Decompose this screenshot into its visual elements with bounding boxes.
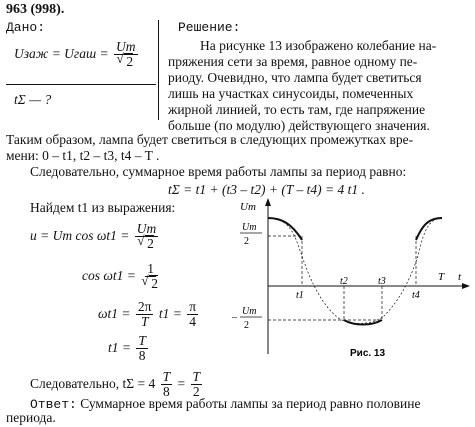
T-label: T: [438, 271, 445, 283]
eq1-fraction: [135, 222, 159, 251]
solution-line-0: На рисунке 13 изображено колебание на-: [200, 38, 437, 53]
given-equation: [14, 40, 140, 69]
find-t1: Найдем t1 из выражения:: [30, 200, 176, 215]
eq4-den: 8: [138, 348, 146, 364]
level-label-num: Um: [242, 222, 257, 233]
solution-header: Решение:: [178, 20, 241, 35]
bold-segment-t2-t3: [344, 320, 382, 325]
figure-13: [232, 196, 472, 364]
given-divider: [6, 84, 156, 85]
equation-2: [82, 262, 162, 291]
neg-level-label-num: Um: [242, 306, 257, 317]
conclusion-den1: 8: [163, 384, 170, 400]
eq3-den1: T: [140, 314, 149, 330]
eq1-lhs: u = Um cos ωt1 =: [30, 227, 130, 243]
answer-label: Ответ:: [30, 397, 77, 412]
eq3-num1: 2π: [137, 299, 152, 314]
eq3-lhs: ωt1 =: [98, 305, 131, 321]
eq2-fraction: [141, 262, 160, 291]
given-fraction: [114, 40, 138, 69]
eq3-mid: t1 =: [158, 305, 182, 321]
eq2-den: √ 2: [149, 275, 158, 291]
period-formula: tΣ = t1 + (t3 – t2) + (T – t4) = 4 t1 .: [168, 182, 365, 197]
conclusion-den2: 2: [192, 384, 200, 400]
given-header: Дано:: [6, 20, 46, 35]
solution-line-3: лишь на участках синусоиды, помеченных: [168, 86, 414, 101]
conclusion: [30, 370, 204, 399]
conclusion-num1: T: [162, 369, 171, 384]
t-axis-label: t: [458, 271, 462, 283]
conclusion-eq: =: [177, 375, 186, 391]
t3-label: t3: [378, 276, 386, 287]
problem-number: 963 (998).: [6, 2, 65, 17]
given-find: tΣ — ?: [14, 92, 52, 107]
bold-segment-0-t1: [268, 218, 302, 240]
given-frac-den: √ 2: [124, 53, 133, 69]
period-sentence: Следовательно, суммарное время работы лампы за период равно:: [30, 164, 407, 179]
conclusion-fraction-2: [191, 370, 203, 399]
conclusion-num2: T: [192, 369, 201, 384]
eq2-num: 1: [147, 261, 155, 276]
t-axis-arrow: [462, 283, 470, 289]
conclusion-fraction-1: [161, 370, 173, 399]
eq4-num: T: [138, 333, 146, 348]
eq3-fraction-2: [187, 300, 198, 329]
answer-line-2: периода.: [6, 410, 56, 425]
given-eq-lhs: Uзаж = Uгаш =: [14, 45, 109, 61]
given-vertical-divider: [158, 20, 159, 120]
solution-line-1: пряжения сети за время, равное одному пе-: [168, 54, 418, 69]
answer-line-1: [30, 396, 420, 412]
eq3-den2: 4: [189, 314, 197, 330]
solution-line-2: риоду. Очевидно, что лампа будет светиться: [168, 70, 422, 85]
y-axis-arrow: [265, 198, 271, 206]
y-axis-label: Um: [240, 201, 256, 213]
thin-curve: [268, 218, 442, 324]
equation-4: [108, 334, 150, 363]
bold-segment-t4-T: [416, 218, 442, 240]
eq4-lhs: t1 =: [108, 339, 131, 355]
t4-label: t4: [412, 290, 420, 301]
eq1-num: Um: [136, 221, 157, 236]
neg-level-label-den: 2: [244, 320, 249, 331]
t1-label: t1: [296, 290, 304, 301]
solution-line-5: больше (по модулю) действующего значения.: [168, 118, 430, 133]
eq2-lhs: cos ωt1 =: [82, 267, 136, 283]
answer-text: Суммарное время работы лампы за период равно половине: [80, 396, 421, 411]
conclusion-lhs: Следовательно, tΣ = 4: [30, 375, 156, 391]
t2-label: t2: [340, 276, 348, 287]
neg-minus: –: [232, 312, 237, 323]
eq4-fraction: [136, 334, 148, 363]
full-line-2: мени: 0 – t1, t2 – t3, t4 – T .: [6, 148, 160, 163]
solution-line-4: жирной линией, то есть там, где напряжение: [168, 102, 426, 117]
figure-caption: Рис. 13: [350, 348, 386, 359]
equation-1: [30, 222, 160, 251]
given-frac-num: Um: [116, 39, 136, 54]
level-label-den: 2: [244, 236, 249, 247]
full-line-1: Таким образом, лампа будет светиться в следующих промежутках вре-: [6, 132, 414, 147]
eq3-num2: π: [189, 299, 197, 314]
equation-3: [98, 300, 200, 329]
eq3-fraction-1: [136, 300, 154, 329]
eq1-den: √ 2: [145, 235, 154, 251]
